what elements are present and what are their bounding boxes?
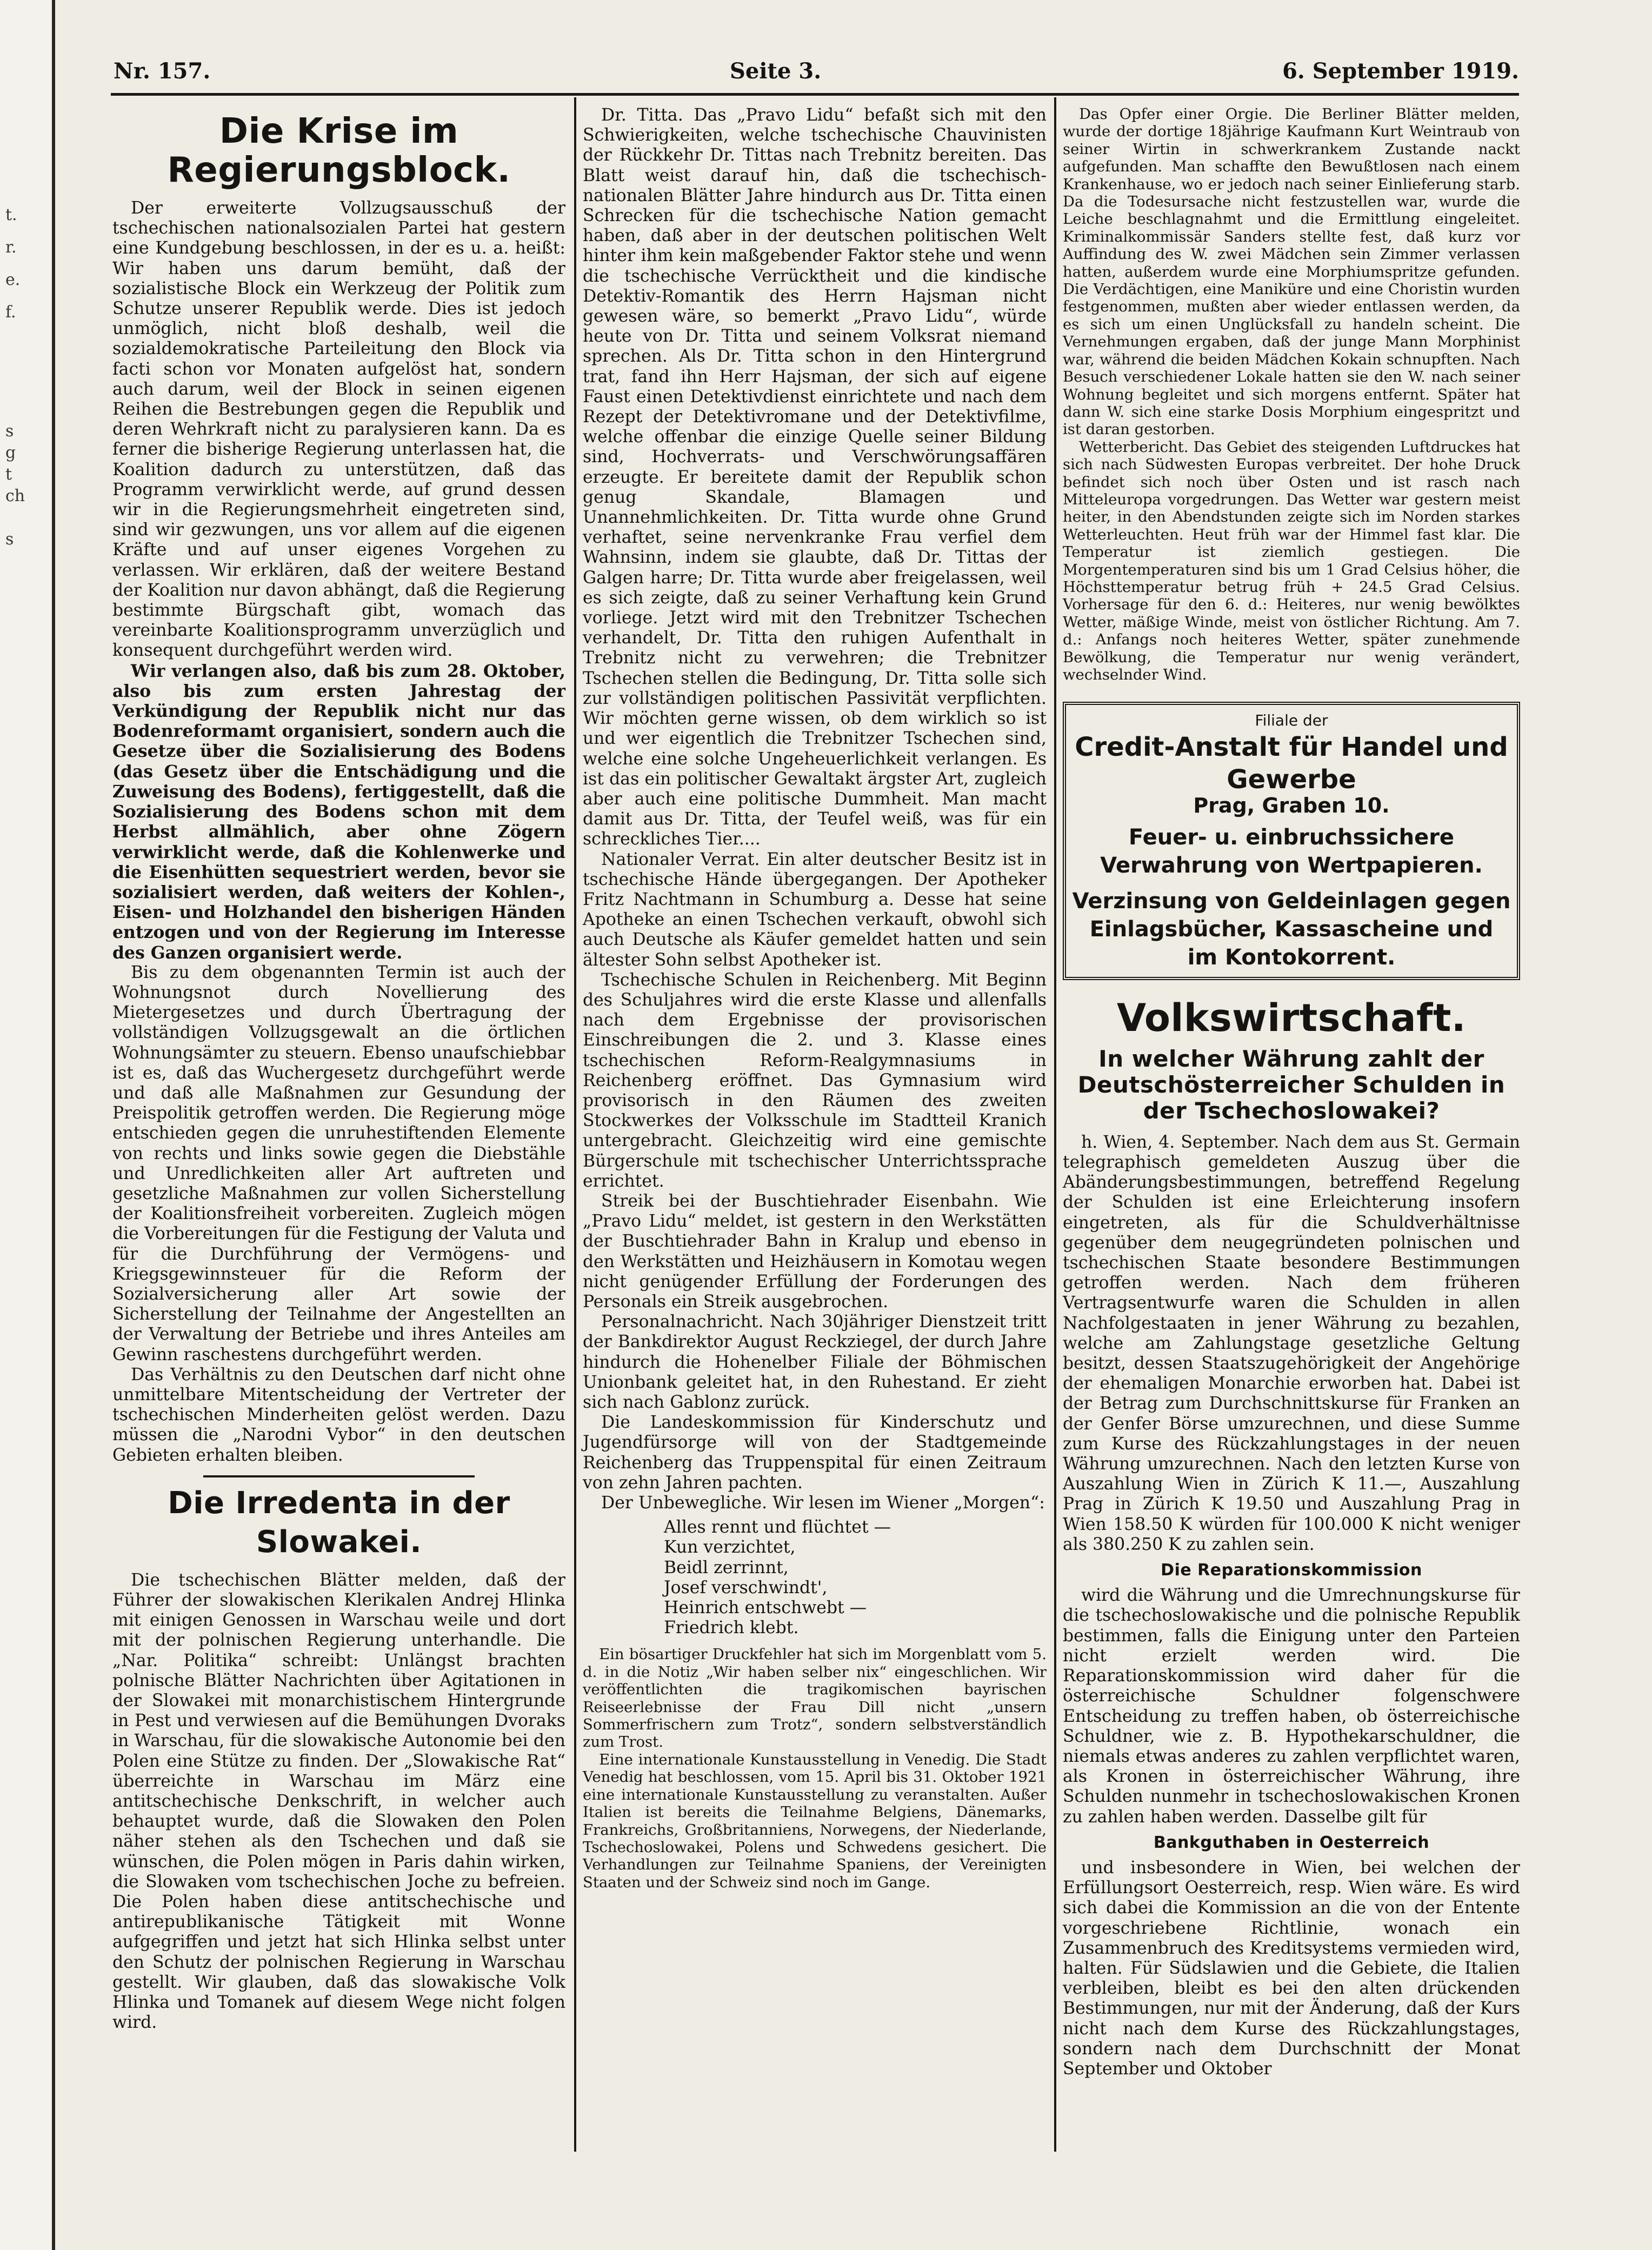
section-title-volkswirtschaft: Volkswirtschaft. [1116, 995, 1467, 1040]
margin-fragment: s [5, 530, 14, 549]
article-paragraph: Das Verhältnis zu den Deutschen darf nicht ohne unmittelbare Mitentscheidung der Vertreter der tschechischen Minderheiten gelöst werden. Dazu müssen die „Narodni Vybor“ in den deutschen Gebieten erhalten bleiben. [112, 1364, 565, 1465]
article-paragraph: Der erweiterte Vollzugsausschuß der tschechischen nationalsozialen Partei hat gestern eine Kundgebung beschlossen, in der es u. a. heißt: Wir haben uns darum bemüht, daß der sozialistische Block ein Werkzeug der Politik zum Schutze unserer Republik werde. Dies ist jedoch unmöglich, nicht bloß deshalb, weil die sozialdemokratische Parteileitung den Block via facti schon vor Monaten aufgelöst hat, sondern auch darum, weil der Block in seinen eigenen Reihen die Bestrebungen gegen die Republik und deren Wehrkraft nicht zu paralysieren kann. Da es ferner die bisherige Regierung unterlassen hat, die Koalition dadurch zu unterstützen, daß das Programm verwirklicht werde, auf grund dessen wir in die Regierungsmehrheit eingetreten sind, sind wir gezwungen, uns vor allem auf die eigenen Kräfte und auf unser eigenes Vorgehen zu verlassen. Wir erklären, daß der weitere Bestand der Koalition nur davon abhängt, daß die Regierung bestimmte Bürgschaft gibt, womach das vereinbarte Koalitionsprogramm unverzüglich und konsequent durchgeführt werden wird. [112, 198, 565, 661]
margin-fragment: s [5, 422, 14, 441]
poem-line: Beidl zerrinnt, [664, 1557, 789, 1577]
news-item: Tschechische Schulen in Reichenberg. Mit Beginn des Schuljahres wird die erste Klasse und allenfalls nach dem Ergebnisse der provisorischen Einschreibungen die 2. und 3. Klasse eines tschechischen Reform-Realgymnasiums in Reichenberg eröffnet. Das Gymnasium wird provisorisch in den Räumen des zweiten Stockwerkes der Volksschule im Stadtteil Kranich untergebracht. Gleichzeitig wird eine gemischte Bürgerschule mit tschechischer Unterrichtssprache errichtet. [583, 970, 1047, 1191]
headline-irredenta: Die Irredenta in der Slowakei. [168, 1485, 510, 1560]
column-1 [112, 105, 565, 2033]
page-header [114, 58, 1519, 91]
poem-line: Friedrich klebt. [664, 1618, 799, 1638]
ad-line: Feuer- u. einbruchssichere Verwahrung von Wertpapieren. [1100, 824, 1483, 878]
poem-line: Heinrich entschwebt — [664, 1598, 867, 1618]
section-divider [203, 1475, 475, 1477]
news-item: Eine internationale Kunstausstellung in Venedig. Die Stadt Venedig hat beschlossen, vom 15. April bis 31. Oktober 1921 eine internationale Kunstausstellung zu veranstalten. Außer Italien ist bereits die Teilnahme Belgiens, Dänemarks, Frankreichs, Großbritanniens, Norwegens, der Niederlande, Tschechoslowakei, Polens und Schwedens gesichert. Die Verhandlungen zur Teilnahme Spaniens, der Vereinigten Staaten und der Schweiz sind noch im Gange. [583, 1750, 1047, 1891]
margin-fragment: ch [5, 487, 25, 505]
small-print-notices [1063, 105, 1520, 683]
headline-waehrung: In welcher Währung zahlt der Deutschösterreicher Schulden in der Tschechoslowakei? [1077, 1045, 1506, 1124]
margin-fragment: t [5, 465, 12, 484]
ad-line: Filiale der [1255, 711, 1328, 730]
subheading: Die Reparationskommission [1161, 1561, 1422, 1580]
small-print-notices [583, 1646, 1047, 1891]
ad-bank-name: Credit-Anstalt für Handel und Gewerbe [1075, 731, 1508, 795]
article-paragraph: Bis zu dem obgenannten Termin ist auch der Wohnungsnot durch Novellierung des Mietergesetzes und durch Übertragung der vollständigen Vollzugsgewalt an die örtlichen Wohnungsämter zu steuern. Ebenso unaufschiebbar ist es, daß das Wuchergesetz durchgeführt werde und daß alle Maßnahmen zur Gesundung der Preispolitik getroffen werden. Die Regierung möge entschieden gegen die unruhestiftenden Elemente von rechts und links sowie gegen die Diebstähle und Unredlichkeiten aller Art auftreten und gesetzliche Maßnahmen zur vollen Sicherstellung der Koalitionsfreiheit vorbereiten. Zugleich mögen die Vorbereitungen für die Festigung der Valuta und für die Durchführung der Vermögens- und Kriegsgewinnsteuer für die Reform der Sozialversicherung aller Art sowie der Sicherstellung der Teilnahme der Angestellten an der Verwaltung der Betriebe und ihres Anteiles am Gewinn raschestens durchgeführt werden. [112, 962, 565, 1364]
poem-line: Alles rennt und flüchtet — [664, 1517, 891, 1537]
margin-fragment: r. [5, 238, 17, 257]
news-item: Ein bösartiger Druckfehler hat sich im Morgenblatt vom 5. d. in die Notiz „Wir haben selber nix“ eingeschlichen. Wir veröffentlichten die tragikomischen bayrischen Reiseerlebnisse der Frau Dill nicht „unsern Sommerfrischern zum Trotz“, sondern selbstverständlich zum Trost. [583, 1646, 1047, 1751]
article-paragraph: wird die Währung und die Umrechnungskurse für die tschechoslowakische und die polnische Republik bestimmen, falls die Einigung unter den Parteien nicht erzielt werden wird. Die Reparationskommission wird daher für die österreichische Schuldner folgenschwere Entscheidung zu treffen haben, ob österreichische Schuldner, wie z. B. Hypothekarschuldner, die niemals etwas anderes zu zahlen verpflichtet waren, als Kronen in österreichischer Währung, ihre Schulden nunmehr in tschechoslowakischen Kronen zu zahlen haben werden. Dasselbe gilt für [1063, 1586, 1520, 1827]
news-item: Personalnachricht. Nach 30jähriger Dienstzeit tritt der Bankdirektor August Reckziegel, der durch Jahre hindurch die Hohenelber Filiale der Böhmischen Unionbank geleitet hat, in den Ruhestand. Er zieht sich nach Gablonz zurück. [583, 1312, 1047, 1412]
margin-fragment: t. [5, 205, 17, 224]
news-item: Streik bei der Buschtiehrader Eisenbahn. Wie „Pravo Lidu“ meldet, ist gestern in den Werkstätten der Buschtiehrader Bahn in Kralup und ebenso in den Werkstätten und Heizhäusern in Komotau wegen nicht genügender Erfüllung der Forderungen des Personals ein Streik ausgebrochen. [583, 1191, 1047, 1312]
column-rule [1054, 97, 1056, 2152]
subheading: Bankguthaben in Oesterreich [1153, 1833, 1430, 1852]
poem-line: Josef verschwindt', [664, 1577, 828, 1597]
ad-address: Prag, Graben 10. [1193, 793, 1390, 817]
margin-fragment: f. [5, 303, 16, 322]
article-paragraph: und insbesondere in Wien, bei welchen der Erfüllungsort Oesterreich, resp. Wien wäre. Es wird sich dabei die Kommission an die von der Entente vorgeschriebene Richtlinie, wonach ein Zusammenbruch des Kreditsystems vermieden wird, halten. Für Südslawien und die Gebiete, die Italien verbleiben, bleibt es bei den alten drückenden Bestimmungen, nur mit der Änderung, daß der Kurs nicht nach dem Kurse des Rückzahlungstages, sondern nach dem Durchschnitt der Monat September und Oktober [1063, 1858, 1520, 2079]
weather-report: Wetterbericht. Das Gebiet des steigenden Luftdruckes hat sich nach Südwesten Europas verbreitet. Der hohe Druck befindet sich noch über Osten und ist rasch nach Mitteleuropa vorgedrungen. Das Wetter war gestern meist heiter, in den Abendstunden zeigte sich im Norden starkes Wetterleuchten. Heut früh war der Himmel fast klar. Die Temperatur ist ziemlich gestiegen. Die Morgentemperaturen sind bis um 1 Grad Celsius höher, die Höchsttemperatur betrug früh + 24.5 Grad Celsius. Vorhersage für den 6. d.: Heiteres, nur wenig bewölktes Wetter, mäßige Winde, meist von östlicher Richtung. Am 7. d.: Anfangs noch heiteres Wetter, später zunehmende Bewölkung, die Temperatur nur wenig verändert, wechselnder Wind. [1063, 438, 1520, 683]
news-item: Der Unbewegliche. Wir lesen im Wiener „Morgen“: [601, 1493, 1045, 1513]
issue-number: Nr. 157. [114, 58, 211, 84]
article-paragraph: h. Wien, 4. September. Nach dem aus St. Germain telegraphisch gemeldeten Auszug über die Abänderungsbestimmungen, betreffend Regelung der Schulden ist eine Erleichterung insofern eingetreten, als für die Schuldverhältnisse gegenüber dem neugegründeten polnischen und tschechischen Staate besondere Bestimmungen getroffen werden. Nach dem früheren Vertragsentwurfe waren die Schulden in allen Nachfolgestaaten in jener Währung zu bezahlen, welche am Zahlungstage gesetzliche Geltung besitzt, dessen Staatszugehörigkeit der Angehörige der ehemaligen Monarchie erworben hat. Dabei ist der Betrag zum Durchschnittskurse für Franken an der Genfer Börse umzurechnen, und diese Summe zum Kurse des Rückzahlungstages in der neuen Währung umzurechnen. Nach den letzten Kurse von Auszahlung Wien in Zürich K 11.—, Auszahlung Prag in Zürich K 19.50 und Auszahlung Prag in Wien 158.50 K würden für 100.000 K nicht weniger als 380.250 K zu zahlen sein. [1063, 1132, 1520, 1554]
margin-fragment: g [5, 443, 16, 462]
news-item: Nationaler Verrat. Ein alter deutscher Besitz ist in tschechische Hände übergegangen. Der Apotheker Fritz Nachtmann in Schumburg a. Desse hat seine Apotheke an einen Tschechen verkauft, obwohl sich auch Deutsche als Käufer gemeldet hatten und sein ältester Sohn selbst Apotheker ist. [583, 849, 1047, 970]
issue-date: 6. September 1919. [1282, 58, 1519, 84]
poem [664, 1517, 1047, 1638]
headline-regierungsblock: Die Krise im Regierungsblock. [167, 111, 511, 190]
page-number: Seite 3. [730, 58, 822, 84]
margin-fragment: e. [5, 270, 21, 289]
column-rule [574, 97, 576, 2152]
bank-advertisement [1063, 702, 1520, 980]
news-item: Dr. Titta. Das „Pravo Lidu“ befaßt sich mit den Schwierigkeiten, welche tschechische Chauvinisten der Rückkehr Dr. Tittas nach Trebnitz bereiten. Das Blatt weist darauf hin, daß die tschechisch-nationalen Blätter Jahre hindurch aus Dr. Titta einen Schrecken für die tschechische Nation gemacht haben, daß aber in der deutschen politischen Welt hinter ihm kein maßgebender Faktor stehe und wenn die tschechische Verrücktheit und die kindische Detektiv-Romantik des Herrn Hajsman nicht gewesen wäre, so bemerkt „Pravo Lidu“, würde heute von Dr. Titta und seinem Volksrat niemand sprechen. Als Dr. Titta schon in den Hintergrund trat, fand ihn Herr Hajsman, der sich auf eigene Faust einen Detektivdienst einrichtete und nach dem Rezept der Detektivromane und der Detektivfilme, welche offenbar die einzige Quelle seiner Bildung sind, Hochverrats- und Verschwörungsaffären erzeugte. Er bereitete damit der Republik schon genug Skandale, Blamagen und Unannehmlichkeiten. Dr. Titta wurde ohne Grund verhaftet, seine nervenkranke Frau verfiel dem Wahnsinn, indem sie glaubte, daß Dr. Tittas der Galgen harre; Dr. Titta wurde aber freigelassen, weil es sich zeigte, daß zu seiner Verhaftung kein Grund vorliege. Jetzt wird mit den Trebnitzer Tschechen verhandelt, Dr. Titta den ruhigen Aufenthalt in Trebnitz nicht zu verwehren; die Trebnitzer Tschechen stellen die Bedingung, Dr. Titta solle sich zur vollständigen politischen Passivität verpflichten. Wir möchten gerne wissen, ob dem wirklich so ist und wer eigentlich die Trebnitzer Tschechen sind, welche eine solche Ungeheuerlichkeit verlangen. Es ist das ein politischer Gewaltakt ärgster Art, zugleich aber auch eine politische Dummheit. Man macht damit aus Dr. Titta, der Teufel weiß, was für ein schreckliches Tier.... [583, 105, 1047, 849]
header-rule [111, 93, 1519, 96]
news-item: Die Landeskommission für Kinderschutz und Jugendfürsorge will von der Stadtgemeinde Reichenberg das Truppenspital für einen Zeitraum von zehn Jahren pachten. [583, 1413, 1047, 1493]
news-item: Das Opfer einer Orgie. Die Berliner Blätter melden, wurde der dortige 18jährige Kaufmann Kurt Weintraub von seiner Wirtin in schwerkrankem Zustande nackt aufgefunden. Man schaffte den Bewußtlosen nach einem Krankenhause, wo er jedoch nach seiner Einlieferung starb. Da die Todesursache nicht festzustellen war, wurde die Leiche beschlagnahmt und die Ermittlung eingeleitet. Kriminalkommissär Sanders stellte fest, daß kurz vor Auffindung des W. zwei Mädchen sein Zimmer verlassen hatten, außerdem wurde eine Morphiumspritze gefunden. Die Verdächtigen, eine Maniküre und eine Choristin wurden festgenommen, mußten aber wieder entlassen werden, da es sich um einen Unglücksfall zu handeln scheint. Die Vernehmungen ergaben, daß der junge Mann Morphinist war, während die beiden Mädchen Kokain schnupften. Nach Besuch verschiedener Lokale hatten sie den W. nach seiner Wohnung begleitet und sich morgens entfernt. Später hat dann W. sich eine starke Dosis Morphium eingespritzt und ist daran gestorben. [1063, 105, 1520, 438]
adjacent-page-edge [0, 0, 55, 2250]
ad-line: Verzinsung von Geldeinlagen gegen Einlagsbücher, Kassascheine und im Kontokorrent. [1072, 888, 1511, 970]
article-paragraph: Wir verlangen also, daß bis zum 28. Oktober, also bis zum ersten Jahrestag der Verkündigung der Republik nicht nur das Bodenreformamt organisiert, sondern auch die Gesetze über die Sozialisierung des Bodens (das Gesetz über die Entschädigung und die Zuweisung des Bodens), fertiggestellt, daß die Sozialisierung des Bodens schon mit dem Herbst allmählich, aber ohne Zögern verwirklicht werde, daß die Kohlenwerke und die Eisenhütten sequestriert werden, bevor sie sozialisiert werden, daß weiters der Kohlen-, Eisen- und Holzhandel den bisherigen Händen entzogen und von der Regierung im Interesse des Ganzen organisiert werde. [112, 661, 565, 963]
poem-line: Kun verzichtet, [664, 1537, 796, 1557]
column-2 [583, 105, 1047, 1891]
article-paragraph: Die tschechischen Blätter melden, daß der Führer der slowakischen Klerikalen Andrej Hlinka mit einigen Genossen in Warschau weile und dort mit der polnischen Regierung unterhandle. Die „Nar. Politika“ schreibt: Unlängst brachten polnische Blätter Nachrichten über Agitationen in der Slowakei mit monarchistischem Hintergrunde in Pest und verwiesen auf die Bemühungen Dvoraks in Warschau, für die slowakische Autonomie bei den Polen eine Stütze zu finden. Der „Slowakische Rat“ überreichte in Warschau im März eine antitschechische Denkschrift, in welcher auch behauptet wurde, daß die Slowaken den Polen näher stehen als den Tschechen und daß sie wünschen, die Polen mögen in Paris dahin wirken, die Slowaken vom tschechischen Joche zu befreien. Die Polen haben diese antitschechische und antirepublikanische Tätigkeit mit Wonne aufgegriffen und jetzt hat sich Hlinka selbst unter den Schutz der polnischen Regierung in Warschau gestellt. Wir glauben, daß das slowakische Volk Hlinka und Tomanek auf diesem Wege nicht folgen wird. [112, 1570, 565, 2033]
column-3 [1063, 105, 1520, 2079]
